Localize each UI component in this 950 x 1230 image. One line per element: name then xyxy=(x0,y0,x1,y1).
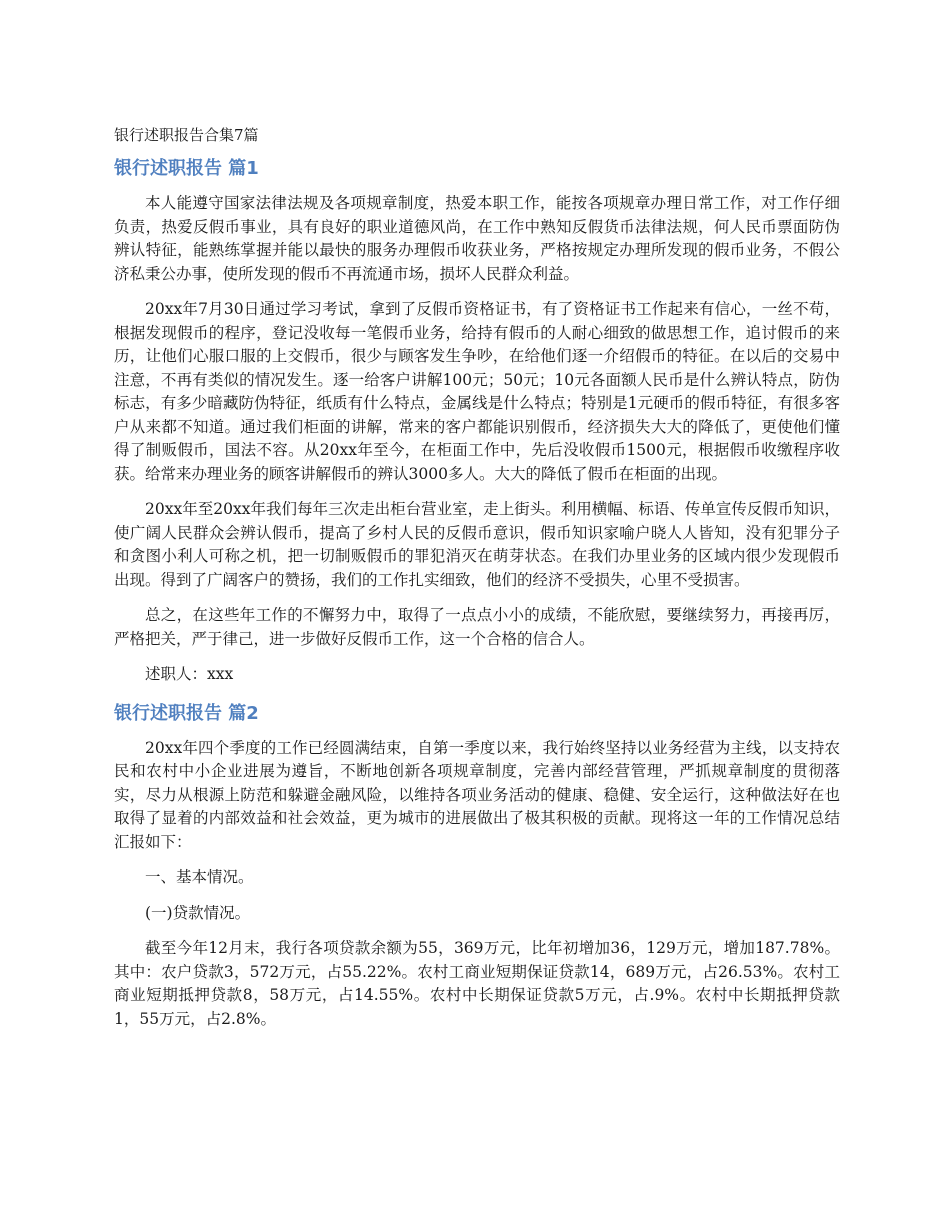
subheading: (一)贷款情况。 xyxy=(145,903,251,922)
section-heading: 银行述职报告 篇1 xyxy=(114,158,259,179)
signature-line: 述职人：xxx xyxy=(145,665,234,683)
section-1 xyxy=(114,156,840,687)
paragraph: 总之，在这些年工作的不懈努力中，取得了一点点小小的成绩，不能欣慰，要继续努力，再接再厉，严格把关，严于律己，进一步做好反假币工作，这一个合格的信合人。 xyxy=(114,606,840,648)
paragraph: 20xx年至20xx年我们每年三次走出柜台营业室，走上街头。利用横幅、标语、传单宣传反假币知识，使广阔人民群众会辨认假币，提高了乡村人民的反假币意识，假币知识家喻户晓人人皆知，没有犯罪分子和贪图小利人可称之机，把一切制贩假币的罪犯消灭在萌芽状态。在我们办里业务的区域内很少发现假币出现。得到了广阔客户的赞扬，我们的工作扎实细致，他们的经济不受损失，心里不受损害。 xyxy=(114,500,840,589)
subheading: 一、基本情况。 xyxy=(145,868,254,886)
section-heading: 银行述职报告 篇2 xyxy=(114,702,259,724)
paragraph: 本人能遵守国家法律法规及各项规章制度，热爱本职工作，能按各项规章办理日常工作，对工作仔细负责，热爱反假币事业，具有良好的职业道德风尚，在工作中熟知反假货币法律法规，何人民币票面防伪辨认特征，能熟练掌握并能以最快的服务办理假币收获业务，严格按规定办理所发现的假币业务，不假公济私秉公办事，使所发现的假币不再流通市场，损坏人民群众利益。 xyxy=(114,194,840,283)
document-title: 银行述职报告合集7篇 xyxy=(114,126,259,144)
paragraph: 20xx年7月30日通过学习考试，拿到了反假币资格证书，有了资格证书工作起来有信心，一丝不苟，根据发现假币的程序，登记没收每一笔假币业务，给持有假币的人耐心细致的做思想工作，追讨假币的来历，让他们心服口服的上交假币，很少与顾客发生争吵，在给他们逐一介绍假币的特征。在以后的交易中注意，不再有类似的情况发生。逐一给客户讲解100元；50元；10元各面额人民币是什么辨认特点，防伪标志，有多少暗藏防伪特征，纸质有什么特点，金属线是什么特点；特别是1元硬币的假币特征，有很多客户从来都不知道。通过我们柜面的讲解，常来的客户都能识别假币，经济损失大大的降低了，更使他们懂得了制贩假币，国法不容。从20xx年至今，在柜面工作中，先后没收假币1500元，根据假币收缴程序收获。给常来办理业务的顾客讲解假币的辨认3000多人。大大的降低了假币在柜面的出现。 xyxy=(114,300,840,483)
paragraph: 20xx年四个季度的工作已经圆满结束，自第一季度以来，我行始终坚持以业务经营为主线，以支持农民和农村中小企业进展为遵旨，不断地创新各项规章制度，完善内部经营管理，严抓规章制度的贯彻落实，尽力从根源上防范和躲避金融风险，以维持各项业务活动的健康、稳健、安全运行，这种做法好在也取得了显着的内部效益和社会效益，更为城市的进展做出了极其积极的贡献。现将这一年的工作情况总结汇报如下： xyxy=(114,738,840,851)
document-page xyxy=(114,124,840,1043)
section-2 xyxy=(114,701,840,1032)
paragraph: 截至今年12月末，我行各项贷款余额为55，369万元，比年初增加36，129万元，增加187.78%。其中：农户贷款3，572万元，占55.22%。农村工商业短期保证贷款14，689万元，占26.53%。农村工商业短期抵押贷款8，58万元，占14.55%。农村中长期保证贷款5万元，占.9%。农村中长期抵押贷款1，55万元，占2.8%。 xyxy=(114,939,840,1028)
